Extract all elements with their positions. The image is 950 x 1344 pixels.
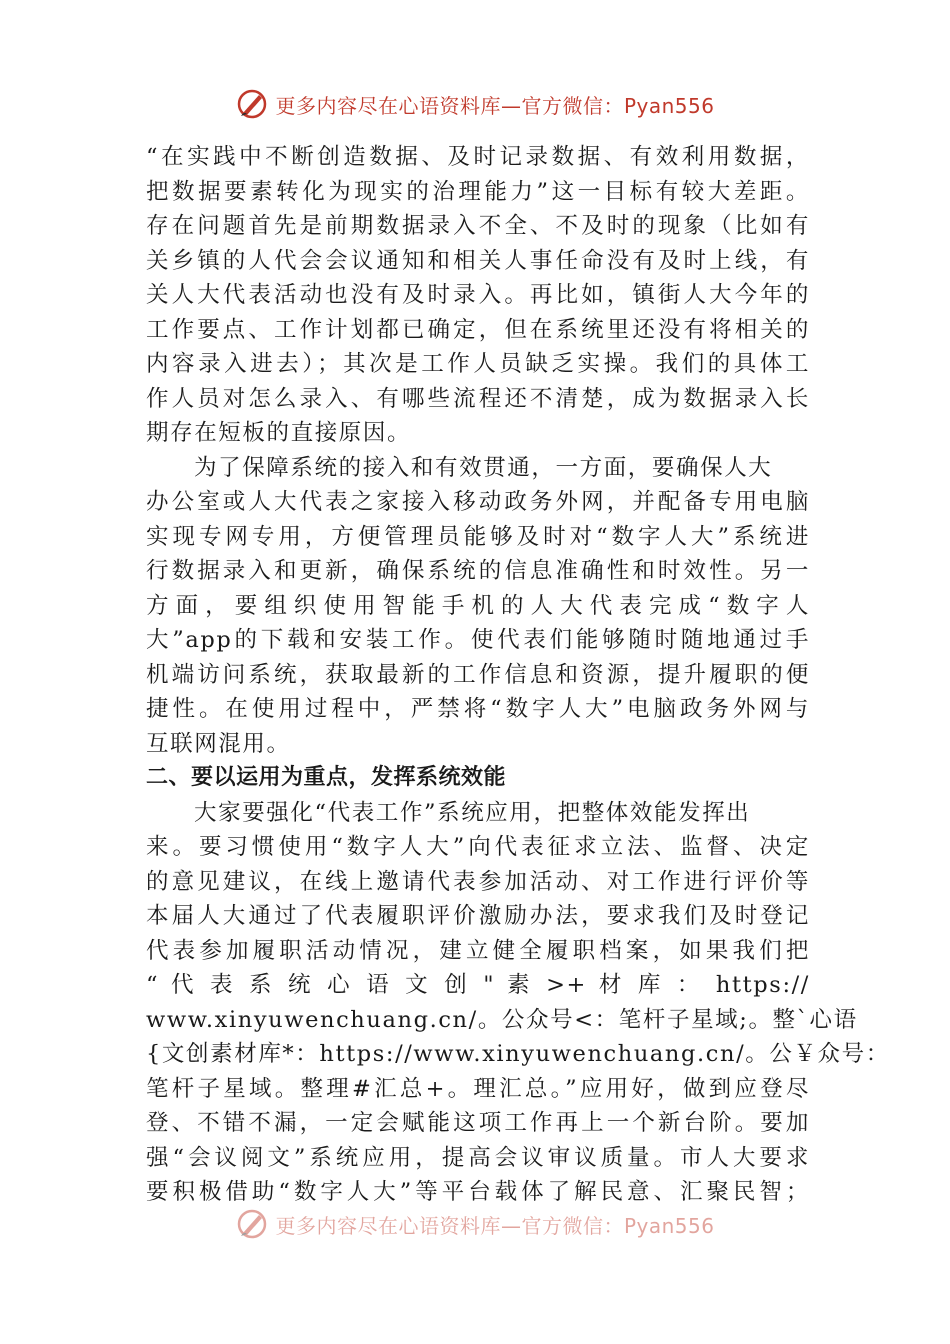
text-line: 笔杆子星域。整理#汇总+。理汇总。”应用好，做到应登尽 [146, 1075, 810, 1102]
text-line: 为了保障系统的接入和有效贯通，一方面，要确保人大 [194, 454, 773, 481]
text-line: 作人员对怎么录入、有哪些流程还不清楚，成为数据录入长 [146, 385, 810, 412]
brush-logo-icon [235, 1207, 269, 1241]
text-line: {文创素材库*：https://www.xinyuwenchuang.cn/。公￥众号： [146, 1041, 890, 1067]
text-line: 把数据要素转化为现实的治理能力”这一目标有较大差距。 [146, 178, 810, 205]
watermark-text: 更多内容尽在心语资料库—官方微信：Pyan556 [275, 1213, 715, 1238]
text-line: www.xinyuwenchuang.cn/。公众号<：笔杆子星域;。整`心语 [146, 1006, 858, 1033]
text-line: 工作要点、工作计划都已确定，但在系统里还没有将相关的 [146, 316, 810, 343]
watermark-footer [0, 1206, 950, 1242]
text-line: 的意见建议，在线上邀请代表参加活动、对工作进行评价等 [146, 868, 810, 895]
text-line: “ 代 表 系 统 心 语 文 创 " 素 >+ 材 库 ： https:// [146, 972, 810, 998]
text-line: 强“会议阅文”系统应用，提高会议审议质量。市人大要求 [146, 1144, 810, 1171]
text-line: 代表参加履职活动情况，建立健全履职档案，如果我们把 [146, 937, 810, 964]
text-line: 实现专网专用，方便管理员能够及时对“数字人大”系统进 [146, 523, 810, 550]
text-line: 关乡镇的人代会会议通知和相关人事任命没有及时上线，有 [146, 247, 810, 274]
text-line: 登、不错不漏，一定会赋能这项工作再上一个新台阶。要加 [146, 1110, 810, 1136]
text-line: 要积极借助“数字人大”等平台载体了解民意、汇聚民智； [146, 1179, 810, 1205]
section-heading: 二、要以运用为重点，发挥系统效能 [146, 765, 507, 790]
watermark-text: 更多内容尽在心语资料库—官方微信：Pyan556 [275, 93, 715, 118]
text-line: 关人大代表活动也没有及时录入。再比如，镇街人大今年的 [146, 282, 810, 308]
text-line: 方面，要组织使用智能手机的人大代表完成“数字人 [146, 592, 810, 619]
text-line: 互联网混用。 [146, 730, 291, 757]
text-line: 本届人大通过了代表履职评价激励办法，要求我们及时登记 [146, 903, 810, 929]
text-line: 机端访问系统，获取最新的工作信息和资源，提升履职的便 [146, 661, 810, 688]
text-line: 大家要强化“代表工作”系统应用，把整体效能发挥出 [194, 799, 751, 826]
text-line: 大”app的下载和安装工作。使代表们能够随时随地通过手 [146, 627, 810, 653]
text-line: 来。要习惯使用“数字人大”向代表征求立法、监督、决定 [146, 834, 810, 860]
text-line: 办公室或人大代表之家接入移动政务外网，并配备专用电脑 [146, 489, 810, 515]
text-line: “在实践中不断创造数据、及时记录数据、有效利用数据， [146, 144, 810, 170]
text-line: 存在问题首先是前期数据录入不全、不及时的现象（比如有 [146, 213, 810, 239]
watermark-header [0, 86, 950, 122]
brush-logo-icon [235, 87, 269, 121]
document-body [146, 140, 890, 1210]
text-line: 期存在短板的直接原因。 [146, 420, 412, 446]
text-line: 内容录入进去）；其次是工作人员缺乏实操。我们的具体工 [146, 351, 810, 377]
text-line: 捷性。在使用过程中，严禁将“数字人大”电脑政务外网与 [146, 696, 810, 722]
text-line: 行数据录入和更新，确保系统的信息准确性和时效性。另一 [146, 558, 810, 584]
